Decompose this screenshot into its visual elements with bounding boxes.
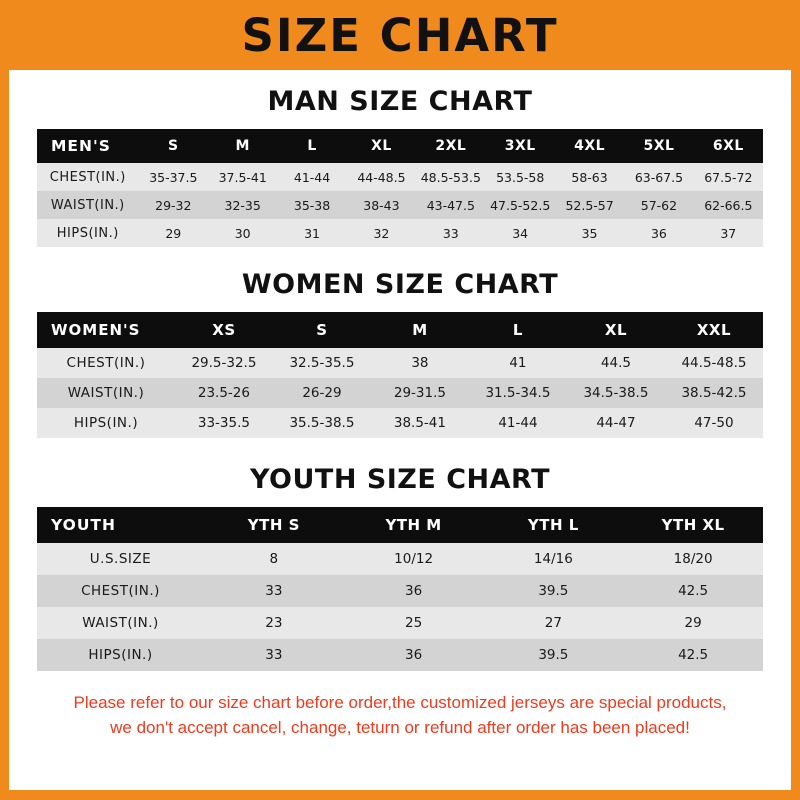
youth-cell: 33 [265, 583, 283, 599]
women-cell: 29.5-32.5 [191, 355, 257, 371]
men-header-cell: L [307, 138, 317, 154]
men-header-cell: 6XL [712, 138, 744, 154]
women-cell: 44.5-48.5 [681, 355, 747, 371]
men-cell: 32-35 [224, 197, 261, 213]
men-cell: 34 [512, 225, 529, 241]
men-cell: 29-32 [155, 197, 192, 213]
table-header-row [37, 129, 763, 163]
men-cell: 63-67.5 [634, 169, 684, 185]
men-cell: 35-38 [293, 197, 331, 213]
footnote [9, 691, 791, 740]
men-cell: 33 [442, 225, 459, 241]
men-cell: 37.5-41 [218, 169, 267, 185]
youth-cell: 42.5 [678, 583, 709, 599]
table-row [37, 163, 763, 191]
men-cell: 62-66.5 [704, 197, 753, 213]
men-size-table [37, 129, 763, 247]
youth-cell: 29 [684, 615, 702, 631]
men-header-cell: S [168, 138, 179, 154]
men-header-cell: XL [371, 138, 392, 154]
table-row [37, 378, 763, 408]
men-cell: 35-37.5 [149, 169, 198, 185]
youth-cell: 39.5 [538, 583, 569, 599]
youth-row-label: U.S.SIZE [89, 551, 152, 567]
table-header-row [37, 312, 763, 348]
women-row-label: HIPS(IN.) [73, 415, 139, 431]
men-cell: 31 [304, 225, 321, 241]
youth-row-label: WAIST(IN.) [82, 615, 159, 631]
youth-row-label: CHEST(IN.) [81, 583, 160, 599]
men-row-label: CHEST(IN.) [49, 169, 126, 185]
youth-cell: 39.5 [538, 647, 569, 663]
women-cell: 41-44 [498, 415, 538, 431]
men-cell: 35 [581, 225, 598, 241]
men-cell: 53.5-58 [496, 169, 545, 185]
youth-cell: 33 [265, 647, 283, 663]
women-row-label: CHEST(IN.) [66, 355, 146, 371]
men-cell: 36 [650, 225, 667, 241]
youth-section-title: YOUTH SIZE CHART [249, 464, 551, 495]
men-section [9, 86, 791, 247]
youth-cell: 27 [544, 615, 562, 631]
men-cell: 30 [234, 225, 251, 241]
youth-section [9, 464, 791, 671]
table-row [37, 607, 763, 639]
footnote-line-2: we don't accept cancel, change, teturn or refund after order has been placed! [110, 717, 690, 737]
women-header-cell: M [412, 321, 428, 339]
men-cell: 38-43 [363, 197, 400, 213]
men-cell: 43-47.5 [426, 197, 475, 213]
women-header-cell: XXL [696, 321, 732, 339]
table-header-row [37, 507, 763, 543]
youth-cell: 10/12 [394, 551, 434, 567]
women-cell: 35.5-38.5 [289, 415, 355, 431]
youth-header-cell: YTH S [247, 516, 300, 534]
women-row-label: WAIST(IN.) [67, 385, 145, 401]
youth-cell: 42.5 [678, 647, 709, 663]
men-cell: 29 [165, 225, 182, 241]
youth-cell: 18/20 [673, 551, 713, 567]
youth-header-cell: YTH M [385, 516, 442, 534]
men-header-cell: M [235, 138, 250, 154]
men-cell: 57-62 [640, 197, 678, 213]
men-cell: 47.5-52.5 [490, 197, 551, 213]
banner [9, 0, 791, 70]
women-cell: 38.5-41 [393, 415, 446, 431]
men-cell: 52.5-57 [565, 197, 614, 213]
page-title: SIZE CHART [241, 8, 559, 62]
women-section [9, 269, 791, 438]
men-header-cell: 4XL [574, 138, 606, 154]
youth-size-table [37, 507, 763, 671]
table-row [37, 575, 763, 607]
women-cell: 38 [411, 355, 429, 371]
youth-cell: 14/16 [533, 551, 573, 567]
women-header-cell: WOMEN'S [51, 321, 141, 339]
men-cell: 58-63 [571, 169, 608, 185]
women-cell: 44-47 [596, 415, 636, 431]
women-header-cell: L [512, 321, 523, 339]
youth-row-label: HIPS(IN.) [88, 647, 153, 663]
women-cell: 41 [509, 355, 527, 371]
women-cell: 23.5-26 [197, 385, 250, 401]
youth-cell: 8 [269, 551, 279, 567]
men-section-title: MAN SIZE CHART [267, 86, 533, 117]
youth-cell: 25 [405, 615, 423, 631]
women-section-title: WOMEN SIZE CHART [241, 269, 559, 300]
women-size-table [37, 312, 763, 438]
men-cell: 41-44 [293, 169, 331, 185]
men-header-cell: 2XL [435, 138, 467, 154]
women-cell: 44.5 [600, 355, 631, 371]
women-cell: 26-29 [302, 385, 342, 401]
footnote-line-1: Please refer to our size chart before order,the customized jerseys are special products, [73, 693, 727, 712]
women-cell: 33-35.5 [197, 415, 250, 431]
women-cell: 32.5-35.5 [289, 355, 355, 371]
men-cell: 37 [720, 225, 737, 241]
bottom-accent-bar [0, 790, 800, 800]
youth-header-cell: YTH XL [661, 516, 725, 534]
table-row [37, 543, 763, 575]
women-header-cell: XS [212, 321, 236, 339]
women-cell: 47-50 [694, 415, 734, 431]
men-cell: 32 [373, 225, 390, 241]
youth-cell: 36 [405, 583, 423, 599]
women-header-cell: S [316, 321, 328, 339]
men-header-cell: MEN'S [51, 137, 111, 155]
women-cell: 34.5-38.5 [583, 385, 649, 401]
men-header-cell: 3XL [504, 138, 536, 154]
men-header-cell: 5XL [643, 138, 675, 154]
men-cell: 48.5-53.5 [420, 169, 481, 185]
youth-header-cell: YOUTH [51, 516, 116, 534]
men-cell: 44-48.5 [357, 169, 406, 185]
men-row-label: WAIST(IN.) [50, 197, 125, 213]
women-header-cell: XL [604, 321, 627, 339]
women-cell: 29-31.5 [393, 385, 446, 401]
men-cell: 67.5-72 [704, 169, 753, 185]
table-row [37, 348, 763, 378]
men-row-label: HIPS(IN.) [56, 225, 119, 241]
table-row [37, 639, 763, 671]
table-row [37, 219, 763, 247]
table-row [37, 191, 763, 219]
women-cell: 38.5-42.5 [681, 385, 747, 401]
youth-cell: 23 [265, 615, 283, 631]
women-cell: 31.5-34.5 [485, 385, 551, 401]
youth-header-cell: YTH L [527, 516, 579, 534]
table-row [37, 408, 763, 438]
youth-cell: 36 [405, 647, 423, 663]
